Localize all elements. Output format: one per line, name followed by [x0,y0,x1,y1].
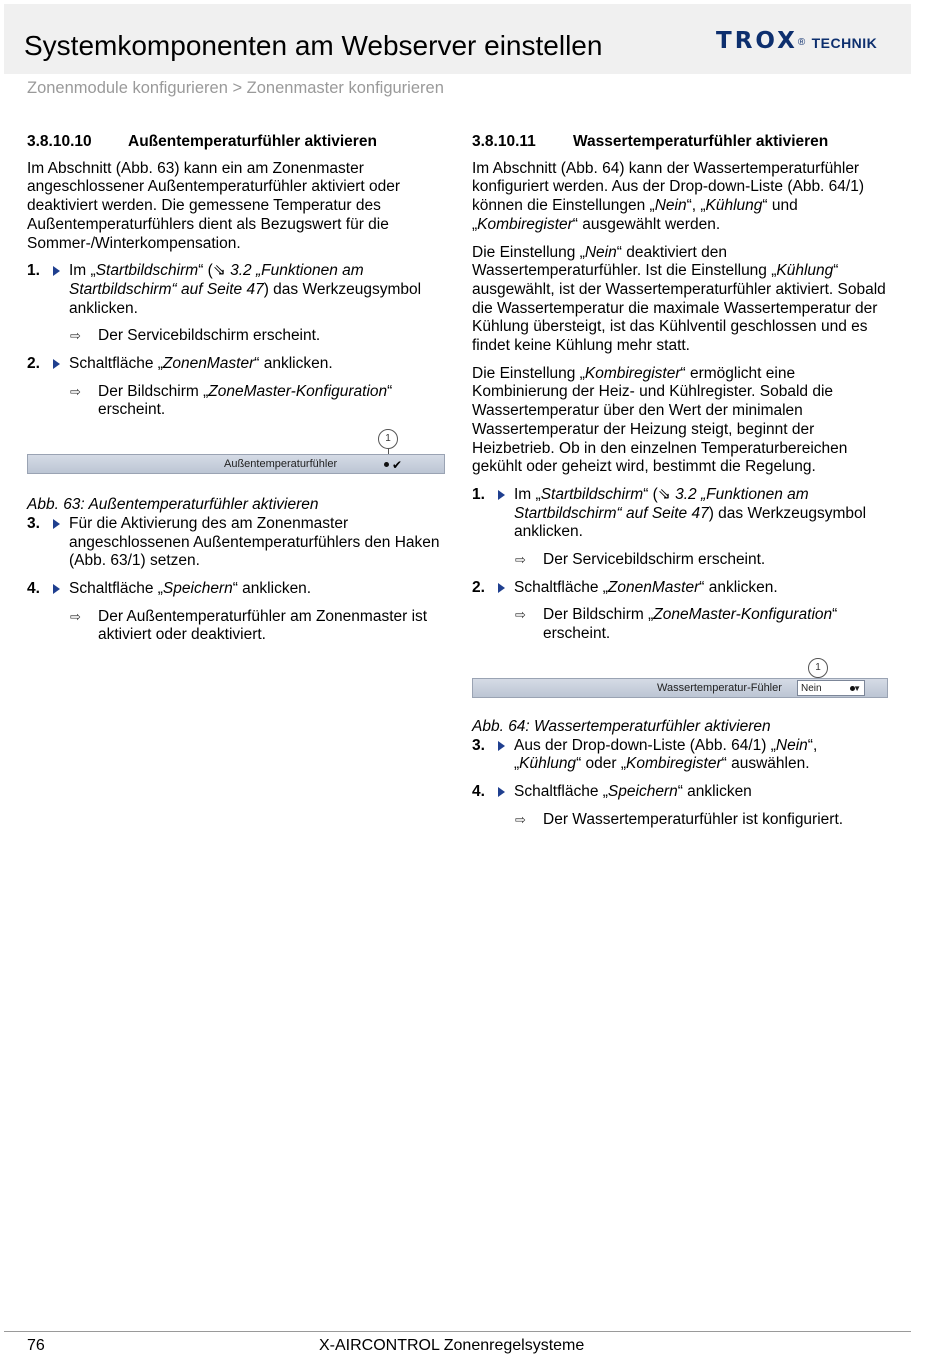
footer-divider [4,1331,911,1332]
step-number: 1. [27,262,40,280]
option-kuehlung: Kühlung [519,755,577,773]
paragraph-3 [472,365,888,477]
text: “ ausgewählt, ist der Wassertemperaturfühler aktiviert. Sobald die Wassertemperatur die maximale Wassertemperatur der Kühlung übersteigt, ist das Kühlventil geschlossen und es findet keine Kühlung mehr statt. [472,262,886,355]
triangle-right-icon [498,787,505,797]
triangle-right-icon [53,519,60,529]
step-1 [472,486,888,542]
text: Im Abschnitt (Abb. 64) kann der Wassertemperaturfühler konfiguriert werden. Aus der Drop-down-Liste (Abb. 64/1) können die Einstellungen „ [472,159,865,215]
step-1 [27,262,445,318]
field-label: Wassertemperatur-Fühler [657,681,782,694]
option-kuehlung: Kühlung [776,262,834,280]
result-2 [27,383,445,420]
result-text: Der Servicebildschirm erscheint. [543,551,766,569]
logo-brand: TROX [716,28,798,54]
figure-63-screenshot [27,429,445,474]
step-text: “ auswählen. [721,755,810,773]
result-2 [472,606,888,643]
screen-name: ZoneMaster-Konfiguration [208,382,388,400]
cross-reference-arrow-icon: ⇘ [212,262,226,280]
breadcrumb: Zonenmodule konfigurieren > Zonenmaster konfigurieren [27,79,444,97]
result-text: “ erscheint. [543,606,838,643]
logo-registered-mark: ® [797,37,806,48]
step-4 [472,783,888,802]
section-title: Wassertemperaturfühler aktivieren [573,133,829,150]
step-text: Für die Aktivierung des am Zonenmaster angeschlossenen Außentemperaturfühlers den Haken (Abb. 63/1) setzen. [69,514,440,570]
result-text: Der Außentemperaturfühler am Zonenmaster ist aktiviert oder deaktiviert. [98,607,428,644]
section-number: 3.8.10.11 [472,133,536,150]
section-heading-3-8-10-11 [472,133,888,152]
link-startbildschirm: Startbildschirm [95,262,199,280]
step-number: 4. [472,782,485,800]
figure-caption: Abb. 64: Wassertemperaturfühler aktivieren [472,717,771,735]
link-startbildschirm: Startbildschirm [540,485,644,503]
cross-reference-link[interactable]: 3.2 „Funktionen am Startbildschirm“ auf Seite 47 [514,485,809,522]
settings-bar [27,454,445,474]
step-text: Schaltfläche „ [69,355,163,373]
result-4 [472,811,888,830]
step-2 [472,579,888,598]
water-sensor-select[interactable] [797,680,865,696]
cross-reference-arrow-icon: ⇘ [657,485,671,503]
arrow-right-outline-icon: ⇨ [515,607,526,623]
step-text: “ ( [198,262,213,280]
triangle-right-icon [498,490,505,500]
option-kombiregister: Kombiregister [626,755,722,773]
step-text: Schaltfläche „ [514,782,608,800]
triangle-right-icon [498,741,505,751]
result-text: Der Bildschirm „ [543,606,654,624]
option-kuehlung: Kühlung [705,197,763,215]
checkbox-checked[interactable]: ✔ [392,458,403,473]
button-name-speichern: Speichern [162,579,233,597]
arrow-right-outline-icon: ⇨ [515,552,526,568]
footer-document-title: X-AIRCONTROL Zonenregelsysteme [319,1337,585,1354]
paragraph-1 [472,160,888,235]
page-number: 76 [27,1337,45,1354]
result-1 [472,551,888,570]
step-text: Im „ [69,262,96,280]
text: “ ermöglicht eine Kombinierung der Heiz- und Kühlregister. Sobald die Wassertemperatur über den Wert der minimalen Wassertemperatur der Heizung steigt, beginnt der Heizbetrieb. Ob in den einzelnen Temperaturbereichen gekühlt oder geheizt wird, bestimmt die Regelung. [472,364,848,476]
page-title: Systemkomponenten am Webserver einstellen [24,30,603,61]
triangle-right-icon [53,359,60,369]
callout-1: 1 [808,658,828,678]
option-nein: Nein [584,243,617,261]
step-text: “ anklicken. [232,579,312,597]
chevron-down-icon[interactable]: ▼ [853,683,861,693]
intro-paragraph: Im Abschnitt (Abb. 63) kann ein am Zonenmaster angeschlossener Außentemperaturfühler aktiviert oder deaktiviert werden. Die gemessene Temperatur des Außentemperaturfühlers dient als Bezugswert für die Sommer-/Winterkompensation. [27,159,401,252]
arrow-right-outline-icon: ⇨ [70,383,81,399]
right-column [472,133,888,838]
step-text: ) das Werkzeugsymbol anklicken. [514,504,867,541]
settings-bar [472,678,888,698]
logo-technik: TECHNIK [811,35,878,51]
text: Die Einstellung „ [472,364,585,382]
result-4 [27,608,445,645]
text: Die Einstellung „ [472,243,585,261]
button-name-speichern: Speichern [607,782,678,800]
figure-64-screenshot [472,658,888,698]
paragraph-2 [472,244,888,356]
option-kombiregister: Kombiregister [584,364,681,382]
step-text: “ anklicken. [699,578,778,596]
text: “ deaktiviert den Wassertemperaturfühler. Ist die Einstellung „ [472,243,777,280]
trox-logo [716,28,878,58]
figure-caption: Abb. 63: Außentemperaturfühler aktivieren [27,496,319,514]
button-name-zonenmaster: ZonenMaster [607,578,700,596]
step-3 [27,515,445,571]
arrow-right-outline-icon: ⇨ [70,328,81,344]
screen-name: ZoneMaster-Konfiguration [653,606,833,624]
step-2 [27,355,445,374]
step-text: Aus der Drop-down-Liste (Abb. 64/1) „ [514,736,776,754]
triangle-right-icon [498,583,505,593]
arrow-right-outline-icon: ⇨ [70,608,81,624]
step-3 [472,737,888,774]
result-1 [27,327,445,346]
step-text: ) das Werkzeugsymbol anklicken. [69,280,422,317]
step-text: “ oder „ [576,755,627,773]
step-text: Im „ [514,485,541,503]
triangle-right-icon [53,266,60,276]
section-heading-3-8-10-10 [27,133,445,152]
field-label: Außentemperaturfühler [224,458,338,471]
step-number: 2. [27,355,40,373]
text: “ ausgewählt werden. [572,215,721,233]
option-nein: Nein [775,736,808,754]
step-number: 1. [472,485,485,503]
section-number: 3.8.10.10 [27,133,92,150]
cross-reference-link[interactable]: 3.2 „Funktionen am Startbildschirm“ auf Seite 47 [69,262,364,298]
callout-1: 1 [378,429,398,449]
step-text: “ ( [643,485,658,503]
step-number: 4. [27,579,40,597]
step-number: 3. [27,514,40,532]
arrow-right-outline-icon: ⇨ [515,811,526,827]
step-number: 3. [472,736,485,754]
result-text: Der Wassertemperaturfühler ist konfiguriert. [543,810,844,828]
left-column [27,133,445,654]
step-text: “, „ [514,736,818,773]
result-text: “ erscheint. [98,382,393,419]
step-number: 2. [472,578,485,596]
step-4 [27,580,445,599]
triangle-right-icon [53,584,60,594]
step-text: “ anklicken [677,782,752,800]
button-name-zonenmaster: ZonenMaster [162,355,255,373]
step-text: Schaltfläche „ [69,579,163,597]
result-text: Der Bildschirm „ [98,382,209,400]
text: “ und „ [472,197,798,233]
section-title: Außentemperaturfühler aktivieren [128,133,377,150]
text: “, „ [686,197,706,215]
result-text: Der Servicebildschirm erscheint. [98,327,321,345]
option-nein: Nein [654,197,687,215]
step-text: “ anklicken. [254,355,333,373]
callout-dot [384,462,389,467]
select-value: Nein [801,682,822,694]
step-text: Schaltfläche „ [514,578,608,596]
option-kombiregister: Kombiregister [477,215,573,233]
